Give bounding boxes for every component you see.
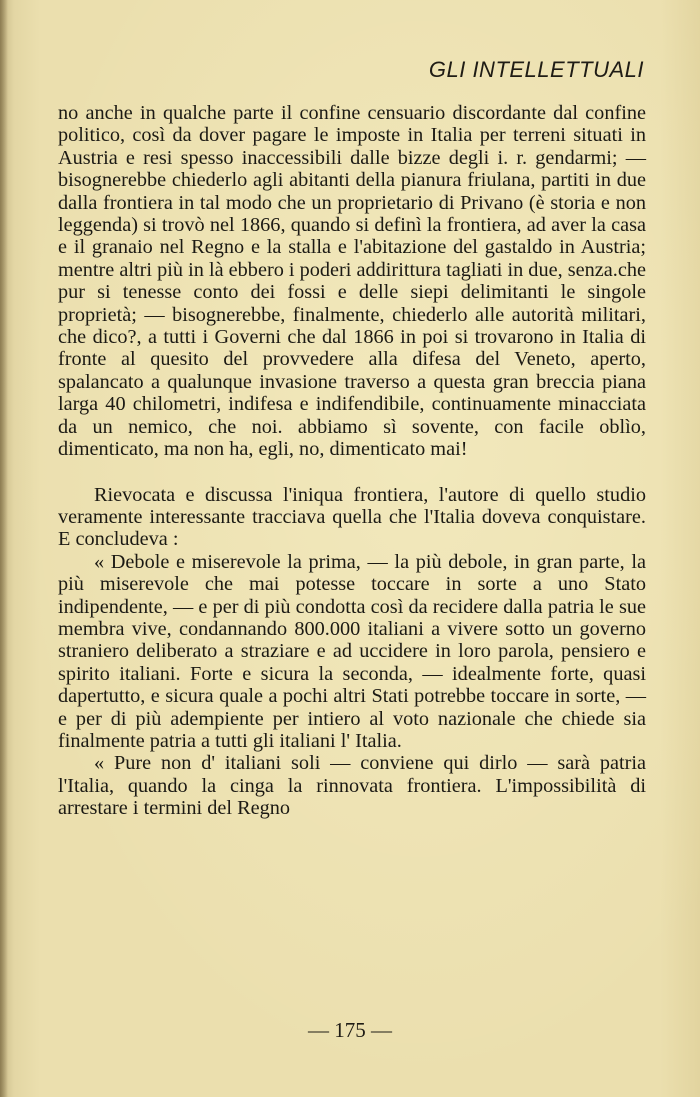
binding-shadow: [0, 0, 8, 1097]
running-head: GLI INTELLETTUALI: [428, 57, 644, 82]
page-number: — 175 —: [308, 1018, 392, 1042]
paragraph-4: « Pure non d' italiani soli — conviene qui dirlo — sarà patria l'Italia, quando la cinga la rinnovata frontiera. L'impossibilità di arrestare i termini del Regno: [58, 752, 646, 820]
paragraph-2: Rievocata e discussa l'iniqua frontiera, l'autore di quello studio veramente interessante tracciava quella che l'Italia doveva conquistare. E concludeva :: [58, 483, 646, 551]
body-text: [58, 102, 646, 820]
paragraph-1: no anche in qualche parte il confine censuario discordante dal confine politico, così da dover pagare le imposte in Italia per terreni situati in Austria e resi spesso inaccessibili dalle bizze degli i. r. gendarmi; — bisognerebbe chiederlo agli abitanti della pianura friulana, partiti in due dalla frontiera in tal modo che un proprietario di Privano (è storia e non leggenda) si trovò nel 1866, quando si definì la frontiera, ad aver la casa e il granaio nel Regno e la stalla e l'abitazione del gastaldo in Austria; mentre altri più in là ebbero i poderi addirittura tagliati in due, senza.che pur si tenesse conto dei fossi e delle siepi delimitanti le singole proprietà; — bisognerebbe, finalmente, chiederlo alle autorità militari, che dico?, a tutti i Governi che dal 1866 in poi si trovarono in Italia di fronte al quesito del provvedere alla difesa del Veneto, aperto, spalancato a qualunque invasione traverso a questa gran breccia piana larga 40 chilometri, indifesa e indifendibile, continuamente minacciata da un nemico, che noi. abbiamo sì sovente, con facile oblìo, dimenticato, ma non ha, egli, no, dimenticato mai!: [58, 102, 646, 461]
paragraph-3: « Debole e miserevole la prima, — la più debole, in gran parte, la più miserevole che mai potesse toccare in sorte a uno Stato indipendente, — e per di più condotta così da recidere dalla patria le sue membra vive, condannando 800.000 italiani a vivere sotto un governo straniero deliberato a straziare e ad uccidere in loro parola, pensiero e spirito italiani. Forte e sicura la seconda, — idealmente forte, quasi dapertutto, e sicura quale a pochi altri Stati potrebbe toccare in sorte, — e per di più adempiente per intiero al voto nazionale che chiede sia finalmente patria a tutti gli italiani l' Italia.: [58, 550, 646, 752]
